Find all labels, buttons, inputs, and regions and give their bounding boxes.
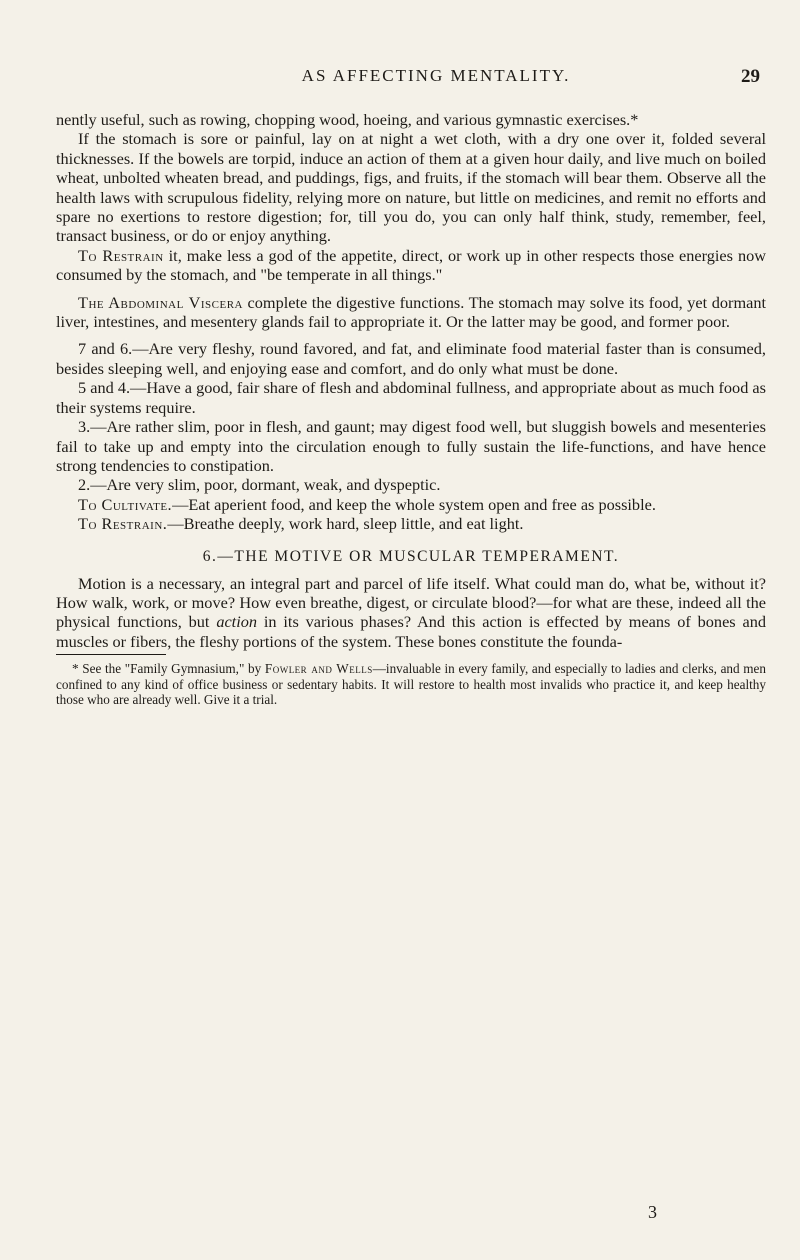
paragraph: To Restrain it, make less a god of the appetite, direct, or work up in other respects those energies now consumed by the stomach, and "be temperate in all things." xyxy=(56,245,767,285)
running-header xyxy=(56,66,766,92)
footnote-text: * See the "Family Gymnasium," by Fowler and Wells—invaluable in every family, and especially to ladies and clerks, and men confined to any kind of office business or sedentary habits. It will restore to health most invalids who practice it, and keep healthy those who are already well. Give it a trial. xyxy=(56,661,766,708)
paragraph: 3.—Are rather slim, poor in flesh, and gaunt; may digest food well, but sluggish bowels and mesenteries fail to take up and empty into the circulation enough to fully sustain the life-functions, and have hence strong tendencies to constipation. xyxy=(56,417,766,475)
paragraph: 5 and 4.—Have a good, fair share of flesh and abdominal fullness, and appropriate about as much food as their systems require. xyxy=(56,378,766,417)
page-body xyxy=(56,110,766,708)
paragraph: nently useful, such as rowing, chopping wood, hoeing, and various gymnastic exercises.* xyxy=(56,110,639,129)
page xyxy=(56,0,766,1260)
paragraph: To Cultivate.—Eat aperient food, and keep the whole system open and free as possible. xyxy=(78,494,656,514)
page-number: 29 xyxy=(741,66,760,87)
run-in-heading: The Abdominal Viscera xyxy=(78,292,243,312)
signature-mark: 3 xyxy=(648,1202,657,1222)
section-heading: 6.—THE MOTIVE OR MUSCULAR TEMPERAMENT. xyxy=(202,547,620,565)
emphasis: action xyxy=(216,612,258,632)
paragraph: 2.—Are very slim, poor, dormant, weak, and dyspeptic. xyxy=(78,475,441,495)
paragraph: To Restrain.—Breathe deeply, work hard, sleep little, and eat light. xyxy=(78,514,524,534)
paragraph: Motion is a necessary, an integral part and parcel of life itself. What could man do, what be, without it? How walk, work, or move? How even breathe, digest, or circulate blood?—for what are these, indeed all the physical functions, but action in its various phases? And this action is effected by means of bones and muscles or fibers, the fleshy portions of the system. These bones constitute the founda- xyxy=(56,573,767,651)
run-in-heading: To Restrain xyxy=(78,245,164,265)
running-title: AS AFFECTING MENTALITY. xyxy=(301,66,571,85)
paragraph: If the stomach is sore or painful, lay on at night a wet cloth, with a dry one over it, folded several thicknesses. If the bowels are torpid, induce an action of them at a given hour daily, and live much on boiled wheat, unbolted wheaten bread, and puddings, figs, and fruits, if the stomach will bear them. Observe all the health laws with scrupulous fidelity, relying more on nature, but little on medicines, and remit no efforts and spare no exertions to restore digestion; for, till you do, you can only half think, study, remember, feel, transact business, or do or enjoy anything. xyxy=(56,129,766,246)
paragraph: 7 and 6.—Are very fleshy, round favored, and fat, and eliminate food material faster than is consumed, besides sleeping well, and enjoying ease and comfort, and do only what must be done. xyxy=(56,339,766,378)
paragraph: The Abdominal Viscera complete the digestive functions. The stomach may solve its food, yet dormant liver, intestines, and mesentery glands fail to appropriate it. Or the latter may be good, and former poor. xyxy=(56,292,766,332)
footnote xyxy=(56,661,766,708)
footnote-authors: Fowler and Wells xyxy=(264,661,373,677)
run-in-heading: To Restrain. xyxy=(78,514,168,534)
footnote-rule xyxy=(56,654,166,655)
run-in-heading: To Cultivate. xyxy=(78,494,173,514)
